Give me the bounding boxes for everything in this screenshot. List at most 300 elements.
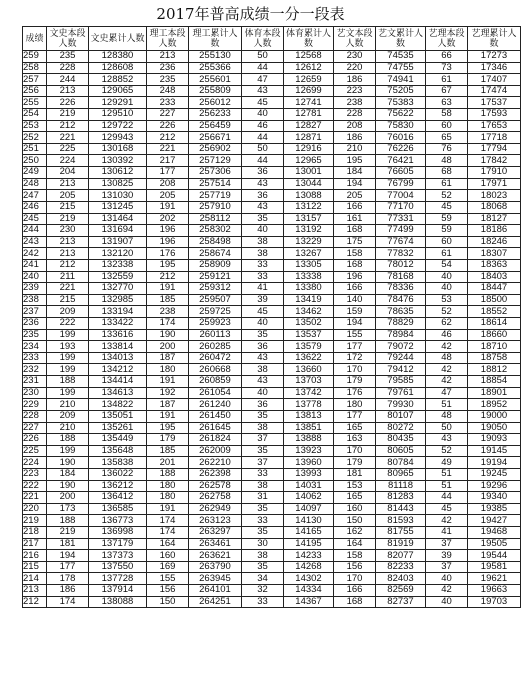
col-header-tiyu-segment: 体育本段人数: [242, 27, 284, 51]
count-cell: 35: [242, 526, 284, 538]
count-cell: 156: [147, 585, 189, 597]
count-cell: 133616: [89, 329, 147, 341]
score-cell: 225: [23, 445, 47, 457]
count-cell: 40: [242, 109, 284, 121]
score-cell: 248: [23, 178, 47, 190]
count-cell: 186: [47, 585, 89, 597]
count-cell: 78984: [376, 329, 426, 341]
count-cell: 155: [147, 573, 189, 585]
count-cell: 80435: [376, 434, 426, 446]
score-cell: 257: [23, 74, 47, 86]
score-cell: 229: [23, 399, 47, 411]
count-cell: 81755: [376, 526, 426, 538]
count-cell: 180: [147, 364, 189, 376]
count-cell: 221: [147, 143, 189, 155]
count-cell: 180: [334, 399, 376, 411]
count-cell: 44: [242, 62, 284, 74]
table-row: [23, 468, 521, 480]
count-cell: 62: [426, 318, 468, 330]
count-cell: 137728: [89, 573, 147, 585]
count-cell: 130168: [89, 143, 147, 155]
count-cell: 177: [147, 167, 189, 179]
count-cell: 18901: [468, 387, 521, 399]
count-cell: 136773: [89, 515, 147, 527]
table-row: [23, 85, 521, 97]
count-cell: 48: [426, 410, 468, 422]
table-body: [23, 51, 521, 608]
count-cell: 13192: [284, 225, 334, 237]
count-cell: 205: [47, 190, 89, 202]
count-cell: 61: [426, 248, 468, 260]
count-cell: 170: [334, 364, 376, 376]
count-cell: 18363: [468, 259, 521, 271]
count-cell: 257129: [189, 155, 242, 167]
count-cell: 173: [47, 503, 89, 515]
count-cell: 181: [47, 538, 89, 550]
count-cell: 81283: [376, 492, 426, 504]
count-cell: 35: [242, 561, 284, 573]
score-cell: 241: [23, 259, 47, 271]
count-cell: 131030: [89, 190, 147, 202]
count-cell: 262578: [189, 480, 242, 492]
count-cell: 40: [426, 596, 468, 608]
table-row: [23, 259, 521, 271]
count-cell: 12568: [284, 51, 334, 63]
count-cell: 80784: [376, 457, 426, 469]
count-cell: 164: [334, 538, 376, 550]
count-cell: 196: [147, 225, 189, 237]
count-cell: 44: [426, 492, 468, 504]
count-cell: 76: [426, 143, 468, 155]
count-cell: 174: [147, 318, 189, 330]
score-cell: 244: [23, 225, 47, 237]
table-row: [23, 178, 521, 190]
count-cell: 40: [242, 387, 284, 399]
count-cell: 186: [334, 74, 376, 86]
score-cell: 256: [23, 85, 47, 97]
table-row: [23, 132, 521, 144]
count-cell: 236: [147, 62, 189, 74]
count-cell: 38: [242, 422, 284, 434]
table-row: [23, 387, 521, 399]
count-cell: 35: [242, 329, 284, 341]
count-cell: 13157: [284, 213, 334, 225]
count-cell: 44: [242, 155, 284, 167]
count-cell: 36: [242, 190, 284, 202]
count-cell: 264101: [189, 585, 242, 597]
count-cell: 257306: [189, 167, 242, 179]
count-cell: 74755: [376, 62, 426, 74]
count-cell: 219: [47, 213, 89, 225]
count-cell: 134822: [89, 399, 147, 411]
count-cell: 50: [242, 143, 284, 155]
count-cell: 19505: [468, 538, 521, 550]
score-cell: 220: [23, 503, 47, 515]
count-cell: 37: [242, 434, 284, 446]
page-title: 2017年普高成绩一分一段表: [156, 5, 345, 23]
count-cell: 33: [242, 596, 284, 608]
table-row: [23, 271, 521, 283]
count-cell: 82077: [376, 550, 426, 562]
count-cell: 43: [242, 85, 284, 97]
count-cell: 190: [147, 329, 189, 341]
count-cell: 18952: [468, 399, 521, 411]
count-cell: 168: [334, 259, 376, 271]
count-cell: 263123: [189, 515, 242, 527]
count-cell: 12741: [284, 97, 334, 109]
count-cell: 196: [147, 236, 189, 248]
count-cell: 195: [334, 155, 376, 167]
count-cell: 13502: [284, 318, 334, 330]
count-cell: 61: [426, 178, 468, 190]
count-cell: 219: [47, 109, 89, 121]
count-cell: 188: [47, 515, 89, 527]
count-cell: 261450: [189, 410, 242, 422]
table-row: [23, 422, 521, 434]
table-row: [23, 573, 521, 585]
table-row: [23, 445, 521, 457]
count-cell: 179: [334, 376, 376, 388]
count-cell: 59: [426, 213, 468, 225]
score-cell: 258: [23, 62, 47, 74]
count-cell: 260668: [189, 364, 242, 376]
count-cell: 188: [147, 468, 189, 480]
table-row: [23, 283, 521, 295]
col-header-ligong-cumulative: 理工累计人数: [189, 27, 242, 51]
count-cell: 128608: [89, 62, 147, 74]
count-cell: 18307: [468, 248, 521, 260]
table-row: [23, 120, 521, 132]
count-cell: 77674: [376, 236, 426, 248]
count-cell: 35: [242, 410, 284, 422]
col-header-ligong-segment: 理工本段人数: [147, 27, 189, 51]
count-cell: 18614: [468, 318, 521, 330]
count-cell: 13923: [284, 445, 334, 457]
count-cell: 210: [334, 143, 376, 155]
table-row: [23, 585, 521, 597]
count-cell: 228: [334, 109, 376, 121]
count-cell: 184: [334, 167, 376, 179]
count-cell: 76016: [376, 132, 426, 144]
table-row: [23, 376, 521, 388]
count-cell: 13462: [284, 306, 334, 318]
count-cell: 59: [426, 225, 468, 237]
count-cell: 18246: [468, 236, 521, 248]
count-cell: 18812: [468, 364, 521, 376]
count-cell: 43: [242, 376, 284, 388]
count-cell: 37: [242, 457, 284, 469]
col-header-yili-cumulative: 艺理累计人数: [468, 27, 521, 51]
count-cell: 79412: [376, 364, 426, 376]
count-cell: 13742: [284, 387, 334, 399]
count-cell: 19145: [468, 445, 521, 457]
count-cell: 38: [242, 480, 284, 492]
count-cell: 165: [334, 422, 376, 434]
count-cell: 13622: [284, 352, 334, 364]
count-cell: 135261: [89, 422, 147, 434]
count-cell: 165: [334, 492, 376, 504]
count-cell: 12781: [284, 109, 334, 121]
count-cell: 19093: [468, 434, 521, 446]
count-cell: 132770: [89, 283, 147, 295]
count-cell: 76605: [376, 167, 426, 179]
count-cell: 186: [334, 132, 376, 144]
count-cell: 213: [147, 51, 189, 63]
score-cell: 226: [23, 434, 47, 446]
count-cell: 184: [47, 468, 89, 480]
count-cell: 187: [147, 352, 189, 364]
count-cell: 13660: [284, 364, 334, 376]
count-cell: 188: [47, 434, 89, 446]
count-cell: 261645: [189, 422, 242, 434]
count-cell: 227: [147, 109, 189, 121]
count-cell: 257719: [189, 190, 242, 202]
count-cell: 52: [426, 190, 468, 202]
count-cell: 68: [426, 167, 468, 179]
count-cell: 137914: [89, 585, 147, 597]
count-cell: 14031: [284, 480, 334, 492]
count-cell: 256233: [189, 109, 242, 121]
count-cell: 235: [47, 51, 89, 63]
count-cell: 191: [147, 503, 189, 515]
count-cell: 191: [147, 410, 189, 422]
count-cell: 58: [426, 109, 468, 121]
count-cell: 81919: [376, 538, 426, 550]
count-cell: 256902: [189, 143, 242, 155]
count-cell: 79585: [376, 376, 426, 388]
score-cell: 240: [23, 271, 47, 283]
score-cell: 235: [23, 329, 47, 341]
count-cell: 177: [47, 561, 89, 573]
score-cell: 233: [23, 352, 47, 364]
count-cell: 13267: [284, 248, 334, 260]
count-cell: 40: [426, 271, 468, 283]
count-cell: 128380: [89, 51, 147, 63]
count-cell: 260859: [189, 376, 242, 388]
count-cell: 14302: [284, 573, 334, 585]
count-cell: 14233: [284, 550, 334, 562]
score-cell: 228: [23, 410, 47, 422]
count-cell: 174: [147, 515, 189, 527]
count-cell: 12916: [284, 143, 334, 155]
count-cell: 17273: [468, 51, 521, 63]
score-cell: 219: [23, 515, 47, 527]
table-row: [23, 410, 521, 422]
count-cell: 42: [426, 364, 468, 376]
count-cell: 211: [47, 271, 89, 283]
count-cell: 188: [47, 376, 89, 388]
count-cell: 17718: [468, 132, 521, 144]
count-cell: 13960: [284, 457, 334, 469]
score-cell: 237: [23, 306, 47, 318]
count-cell: 12871: [284, 132, 334, 144]
count-cell: 65: [426, 132, 468, 144]
score-cell: 223: [23, 468, 47, 480]
count-cell: 45: [242, 306, 284, 318]
count-cell: 80107: [376, 410, 426, 422]
count-cell: 19194: [468, 457, 521, 469]
count-cell: 131694: [89, 225, 147, 237]
count-cell: 180: [147, 492, 189, 504]
count-cell: 17842: [468, 155, 521, 167]
count-cell: 79930: [376, 399, 426, 411]
count-cell: 199: [47, 364, 89, 376]
count-cell: 172: [334, 352, 376, 364]
score-cell: 251: [23, 143, 47, 155]
count-cell: 166: [334, 585, 376, 597]
count-cell: 77004: [376, 190, 426, 202]
count-cell: 133814: [89, 341, 147, 353]
score-cell: 253: [23, 120, 47, 132]
count-cell: 213: [47, 85, 89, 97]
count-cell: 199: [47, 387, 89, 399]
count-cell: 134414: [89, 376, 147, 388]
count-cell: 75205: [376, 85, 426, 97]
count-cell: 78336: [376, 283, 426, 295]
count-cell: 13778: [284, 399, 334, 411]
table-row: [23, 306, 521, 318]
count-cell: 153: [334, 480, 376, 492]
count-cell: 131907: [89, 236, 147, 248]
score-cell: 250: [23, 155, 47, 167]
count-cell: 17653: [468, 120, 521, 132]
score-cell: 218: [23, 526, 47, 538]
count-cell: 169: [147, 561, 189, 573]
count-cell: 14195: [284, 538, 334, 550]
count-cell: 163: [334, 434, 376, 446]
count-cell: 78635: [376, 306, 426, 318]
count-cell: 46: [242, 120, 284, 132]
count-cell: 13305: [284, 259, 334, 271]
count-cell: 18710: [468, 341, 521, 353]
count-cell: 244: [47, 74, 89, 86]
count-cell: 137373: [89, 550, 147, 562]
count-cell: 14367: [284, 596, 334, 608]
count-cell: 19468: [468, 526, 521, 538]
col-header-wenshi-cumulative: 文史累计人数: [89, 27, 147, 51]
count-cell: 164: [147, 538, 189, 550]
count-cell: 19296: [468, 480, 521, 492]
count-cell: 238: [147, 306, 189, 318]
count-cell: 19663: [468, 585, 521, 597]
count-cell: 50: [426, 422, 468, 434]
count-cell: 14130: [284, 515, 334, 527]
count-cell: 45: [242, 97, 284, 109]
count-cell: 13122: [284, 201, 334, 213]
count-cell: 215: [47, 201, 89, 213]
count-cell: 212: [147, 132, 189, 144]
count-cell: 136412: [89, 492, 147, 504]
count-cell: 185: [147, 294, 189, 306]
count-cell: 257910: [189, 201, 242, 213]
count-cell: 220: [334, 62, 376, 74]
count-cell: 46: [426, 329, 468, 341]
count-cell: 192: [147, 387, 189, 399]
count-cell: 33: [242, 468, 284, 480]
count-cell: 256012: [189, 97, 242, 109]
count-cell: 18552: [468, 306, 521, 318]
count-cell: 161: [334, 213, 376, 225]
count-cell: 45: [426, 201, 468, 213]
count-cell: 19427: [468, 515, 521, 527]
count-cell: 256459: [189, 120, 242, 132]
count-cell: 31: [242, 492, 284, 504]
count-cell: 199: [47, 329, 89, 341]
table-row: [23, 236, 521, 248]
count-cell: 261054: [189, 387, 242, 399]
count-cell: 179: [334, 457, 376, 469]
score-cell: 230: [23, 387, 47, 399]
count-cell: 133422: [89, 318, 147, 330]
col-header-yili-segment: 艺理本段人数: [426, 27, 468, 51]
count-cell: 47: [242, 74, 284, 86]
count-cell: 14268: [284, 561, 334, 573]
count-cell: 73: [426, 62, 468, 74]
count-cell: 159: [334, 306, 376, 318]
count-cell: 13851: [284, 422, 334, 434]
count-cell: 17407: [468, 74, 521, 86]
count-cell: 33: [242, 271, 284, 283]
count-cell: 262398: [189, 468, 242, 480]
count-cell: 191: [147, 201, 189, 213]
table-row: [23, 294, 521, 306]
score-cell: 255: [23, 97, 47, 109]
table-row: [23, 109, 521, 121]
count-cell: 129065: [89, 85, 147, 97]
score-table: [22, 26, 521, 608]
count-cell: 190: [47, 457, 89, 469]
count-cell: 13419: [284, 294, 334, 306]
count-cell: 51: [426, 480, 468, 492]
score-cell: 254: [23, 109, 47, 121]
count-cell: 42: [426, 376, 468, 388]
count-cell: 219: [47, 526, 89, 538]
count-cell: 175: [334, 236, 376, 248]
count-cell: 13088: [284, 190, 334, 202]
score-cell: 245: [23, 213, 47, 225]
table-row: [23, 515, 521, 527]
count-cell: 18068: [468, 201, 521, 213]
count-cell: 264251: [189, 596, 242, 608]
score-cell: 221: [23, 492, 47, 504]
count-cell: 48: [426, 352, 468, 364]
count-cell: 19581: [468, 561, 521, 573]
count-cell: 48: [426, 155, 468, 167]
count-cell: 60: [426, 120, 468, 132]
count-cell: 12659: [284, 74, 334, 86]
count-cell: 259121: [189, 271, 242, 283]
table-row: [23, 143, 521, 155]
count-cell: 260472: [189, 352, 242, 364]
count-cell: 13579: [284, 341, 334, 353]
count-cell: 195: [147, 422, 189, 434]
count-cell: 14097: [284, 503, 334, 515]
count-cell: 263790: [189, 561, 242, 573]
table-row: [23, 480, 521, 492]
count-cell: 12827: [284, 120, 334, 132]
count-cell: 63: [426, 97, 468, 109]
count-cell: 213: [47, 248, 89, 260]
count-cell: 37: [426, 561, 468, 573]
count-cell: 193: [47, 341, 89, 353]
count-cell: 224: [47, 155, 89, 167]
count-cell: 181: [334, 468, 376, 480]
count-cell: 202: [147, 213, 189, 225]
col-header-yiwen-segment: 艺文本段人数: [334, 27, 376, 51]
count-cell: 82569: [376, 585, 426, 597]
score-cell: 215: [23, 561, 47, 573]
count-cell: 50: [242, 51, 284, 63]
